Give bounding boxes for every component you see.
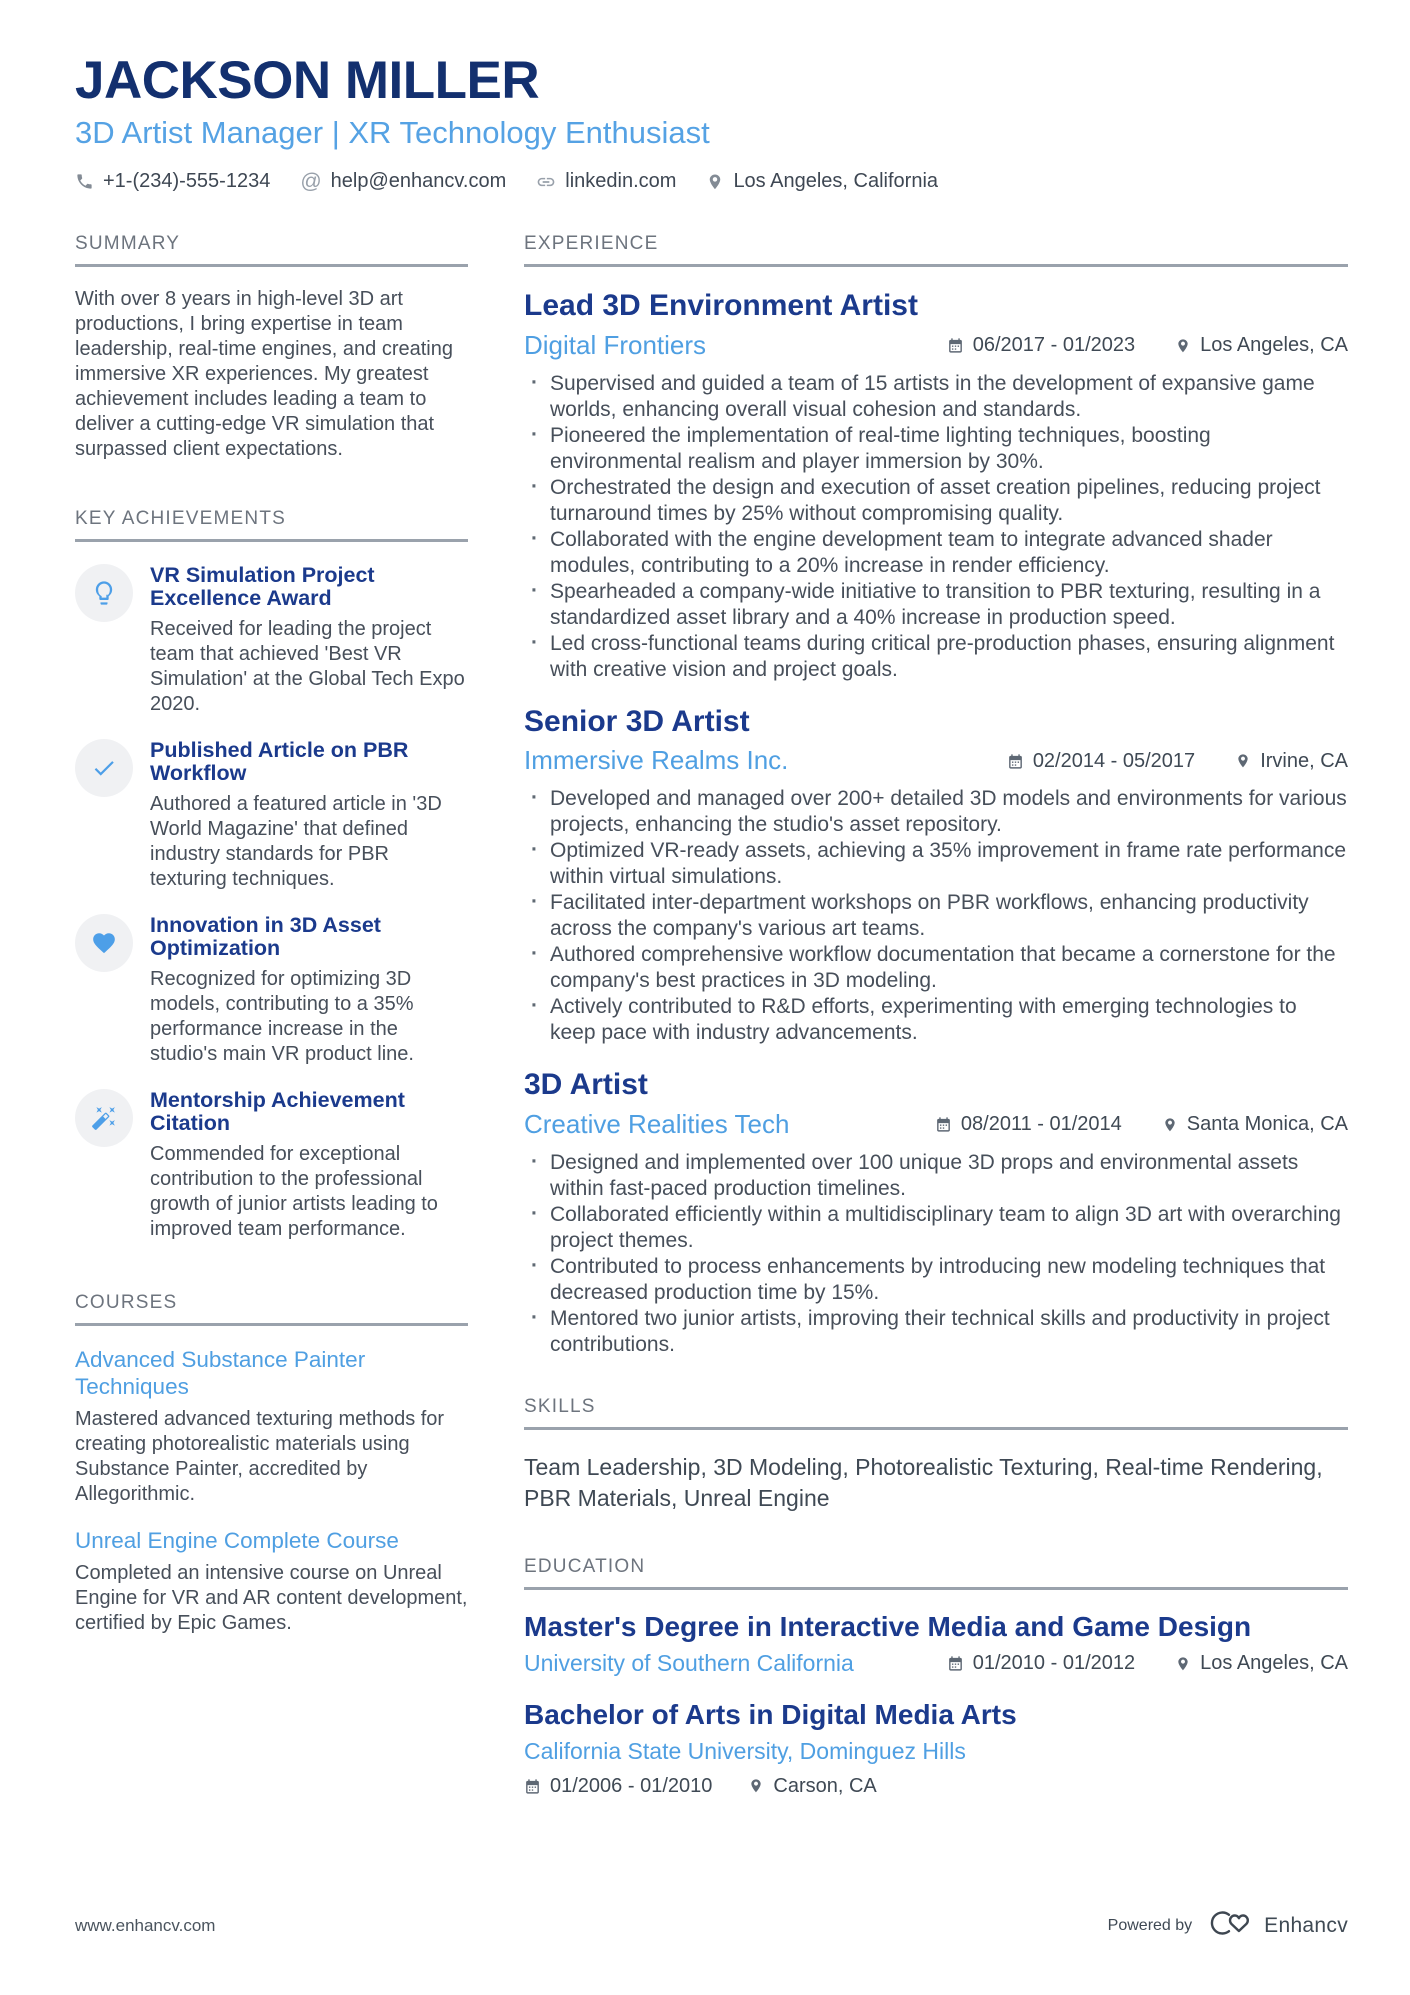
magic-wand-icon [75,1089,133,1147]
achievement-title: VR Simulation Project Excellence Award [150,563,375,611]
location-icon [1175,1656,1191,1672]
location-icon [706,173,724,191]
website-link[interactable]: www.enhancv.com [75,1915,216,1935]
job-company: Immersive Realms Inc. [524,745,789,776]
achievement-description: Commended for exceptional contribution to the professional growth of junior artists leading to improved team performance. [150,1143,438,1241]
location-icon [1235,753,1251,769]
key-achievements-section [75,508,468,1242]
bullet: · Authored comprehensive workflow documentation that became a cornerstone for the company's best practices in 3D modeling. [524,942,1348,994]
courses-section [75,1292,468,1636]
contact-linkedin[interactable] [536,170,676,193]
job-title: Senior 3D Artist [524,704,750,738]
location-icon [748,1778,764,1794]
course-description: Mastered advanced texturing methods for creating photorealistic materials using Substance Painter, accredited by Allegorithmic. [75,1408,445,1506]
location-icon [1175,338,1191,354]
bullet: · Orchestrated the design and execution of asset creation pipelines, reducing project turnaround times by 25% without compromising quality. [524,475,1348,527]
job-title: Lead 3D Environment Artist [524,289,918,323]
job-bullets [524,1150,1348,1358]
job-dates: 08/2011 - 01/2014 [935,1113,1122,1136]
education-dates: 01/2006 - 01/2010 [524,1775,712,1798]
contact-phone-label: +1-(234)-555-1234 [103,170,271,193]
bullet: · Designed and implemented over 100 unique 3D props and environmental assets within fast-paced production timelines. [524,1150,1348,1202]
bullet: · Optimized VR-ready assets, achieving a 35% improvement in frame rate performance within virtual simulations. [524,838,1348,890]
experience-heading: EXPERIENCE [524,233,1348,267]
powered-by-label: Powered by [1107,1916,1193,1934]
job-meta-row [524,1110,1348,1140]
achievement-item [75,914,468,1067]
education-dates: 01/2010 - 01/2012 [947,1652,1135,1675]
contact-phone [75,170,270,193]
course-title: Advanced Substance Painter Techniques [75,1347,366,1400]
bullet: · Pioneered the implementation of real-time lighting techniques, boosting environmental realism and player immersion by 30%. [524,423,1348,475]
bullet: · Supervised and guided a team of 15 artists in the development of expansive game worlds, enhancing overall visual cohesion and standards. [524,371,1348,423]
school-name: University of Southern California [524,1650,854,1677]
bullet: · Actively contributed to R&D efforts, experimenting with emerging technologies to keep pace with industry advancements. [524,994,1348,1046]
achievement-title: Mentorship Achievement Citation [150,1088,405,1136]
achievement-item [75,564,468,717]
achievement-title: Published Article on PBR Workflow [150,738,409,786]
lightbulb-icon [75,564,133,622]
check-icon [75,739,133,797]
education-heading: EDUCATION [524,1556,1348,1590]
course-item [75,1527,468,1636]
header [0,0,1410,193]
job-entry [524,705,1348,1046]
job-dates: 06/2017 - 01/2023 [947,334,1135,357]
person-headline: 3D Artist Manager | XR Technology Enthusiast [75,115,710,151]
job-entry [524,1068,1348,1357]
school-name: California State University, Dominguez Hills [524,1738,966,1765]
content-columns [0,193,1410,1798]
bullet: · Collaborated efficiently within a multidisciplinary team to align 3D art with overarching project themes. [524,1202,1348,1254]
skills-heading: SKILLS [524,1396,1348,1430]
bullet: · Facilitated inter-department workshops on PBR workflows, enhancing productivity across the company's various art teams. [524,890,1348,942]
achievement-item [75,739,468,892]
job-company: Digital Frontiers [524,329,707,360]
summary-heading: SUMMARY [75,233,468,267]
course-item [75,1346,468,1507]
bullet: · Developed and managed over 200+ detailed 3D models and environments for various projects, enhancing the studio's asset repository. [524,786,1348,838]
link-icon [536,172,556,192]
job-meta-row [524,746,1348,776]
brand-name: Enhancv [1264,1913,1348,1937]
achievement-item [75,1089,468,1242]
contact-email-label[interactable]: help@enhancv.com [330,170,507,193]
courses-heading: COURSES [75,1292,468,1326]
heart-icon [75,914,133,972]
experience-section [524,233,1348,1357]
skills-list: Team Leadership, 3D Modeling, Photorealistic Texturing, Real-time Rendering, PBR Materials, Unreal Engine [524,1453,1323,1511]
summary-section [75,233,468,462]
footer [75,1908,1348,1943]
summary-text: With over 8 years in high-level 3D art productions, I bring expertise in team leadership, real-time engines, and creating immersive XR experiences. My greatest achievement includes leading a team to deliver a cutting-edge VR simulation that surpassed client expectations. [75,288,453,461]
powered-by [1108,1908,1348,1943]
bullet: · Spearheaded a company-wide initiative to transition to PBR texturing, resulting in a standardized asset library and a 40% increase in production speed. [524,579,1348,631]
degree-title: Bachelor of Arts in Digital Media Arts [524,1698,1017,1730]
education-entry [524,1610,1348,1678]
education-entry [524,1698,1348,1798]
calendar-icon [1007,753,1024,770]
job-meta-row [524,331,1348,361]
job-company: Creative Realities Tech [524,1108,790,1139]
bullet: · Collaborated with the engine development team to integrate advanced shader modules, contributing to a 20% increase in render efficiency. [524,527,1348,579]
job-dates: 02/2014 - 05/2017 [1007,750,1195,773]
education-location: Carson, CA [748,1775,876,1798]
achievement-title: Innovation in 3D Asset Optimization [150,913,381,961]
contact-location [706,170,938,193]
job-entry [524,289,1348,682]
job-bullets [524,786,1348,1046]
job-location: Santa Monica, CA [1162,1113,1348,1136]
education-location: Los Angeles, CA [1175,1652,1348,1675]
calendar-icon [947,1655,964,1672]
enhancv-logo-icon [1205,1908,1251,1943]
calendar-icon [935,1116,952,1133]
contact-email[interactable] [300,170,506,193]
calendar-icon [524,1778,541,1795]
left-column [75,233,468,1636]
contact-linkedin-label[interactable]: linkedin.com [565,170,677,193]
course-title: Unreal Engine Complete Course [75,1528,399,1554]
job-title: 3D Artist [524,1068,648,1102]
phone-icon [75,172,94,191]
at-icon: @ [300,170,322,194]
course-description: Completed an intensive course on Unreal Engine for VR and AR content development, certified by Epic Games. [75,1562,468,1635]
right-column [524,233,1348,1798]
job-location: Irvine, CA [1235,750,1348,773]
bullet: · Contributed to process enhancements by introducing new modeling techniques that decreased production time by 15%. [524,1254,1348,1306]
degree-title: Master's Degree in Interactive Media and Game Design [524,1610,1252,1642]
achievement-description: Received for leading the project team that achieved 'Best VR Simulation' at the Global Tech Expo 2020. [150,618,465,716]
achievement-description: Recognized for optimizing 3D models, contributing to a 35% performance increase in the studio's main VR product line. [150,968,414,1066]
bullet: · Mentored two junior artists, improving their technical skills and productivity in project contributions. [524,1306,1348,1358]
skills-section [524,1396,1348,1514]
job-location: Los Angeles, CA [1175,334,1348,357]
contact-row [75,170,1348,193]
calendar-icon [947,337,964,354]
achievement-description: Authored a featured article in '3D World Magazine' that defined industry standards for PBR texturing techniques. [150,793,442,891]
bullet: · Led cross-functional teams during critical pre-production phases, ensuring alignment with creative vision and project goals. [524,631,1348,683]
education-section [524,1556,1348,1798]
person-name: JACKSON MILLER [75,51,540,110]
contact-location-label: Los Angeles, California [733,170,939,193]
job-bullets [524,371,1348,683]
location-icon [1162,1117,1178,1133]
key-achievements-heading: KEY ACHIEVEMENTS [75,508,468,542]
